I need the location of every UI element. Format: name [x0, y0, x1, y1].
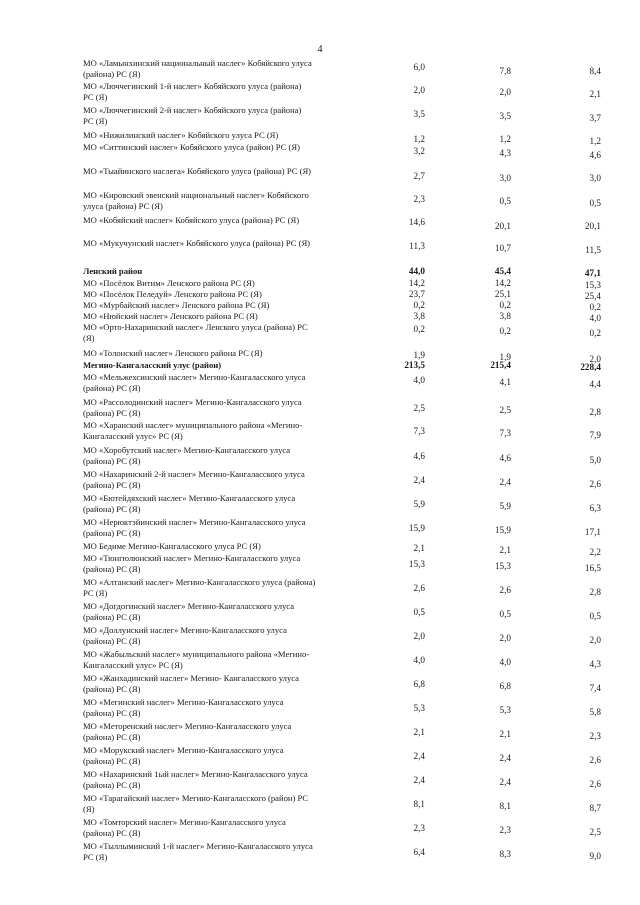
row-value-col-1: 6,4	[413, 847, 425, 857]
row-value-col-2: 8,3	[499, 849, 511, 859]
row-value-col-2: 0,5	[499, 609, 511, 619]
row-name-cell: МО «Алтанский наслег» Мегино-Кангаласского улуса (района) РС (Я)	[83, 577, 316, 598]
row-name-cell: МО «Харанский наслег» муниципального района «Мегино- Кангаласский улус» РС (Я)	[83, 420, 303, 441]
row-value-col-1: 1,9	[413, 350, 425, 360]
row-value-col-1: 5,9	[413, 499, 425, 509]
row-value-col-2: 4,0	[499, 657, 511, 667]
row-value-col-2: 10,7	[494, 243, 511, 253]
row-value-col-1: 15,9	[408, 523, 425, 533]
row-value-col-3: 11,5	[585, 245, 601, 255]
row-value-col-1: 2,4	[413, 775, 425, 785]
row-value-col-3: 5,0	[589, 455, 601, 465]
row-name-cell: МО «Тарагайский наслег» Мегино-Кангаласского (район) РС (Я)	[83, 793, 309, 814]
row-value-col-2: 2,1	[499, 729, 511, 739]
row-value-col-2: 2,0	[499, 87, 511, 97]
row-name-cell: МО «Мегинский наслег» Мегино-Кангаласского улуса (района) РС (Я)	[83, 697, 284, 718]
row-value-col-1: 2,1	[413, 543, 425, 553]
row-value-col-3: 0,2	[589, 328, 601, 338]
row-name-cell: МО «Бютейдяхский наслег» Мегино-Кангаласского улуса (района) РС (Я)	[83, 493, 296, 514]
row-value-col-3: 2,6	[589, 479, 601, 489]
row-name-cell: МО Бедиме Мегино-Кангаласского улуса РС (Я)	[83, 541, 261, 551]
row-name-cell: МО «Морукский наслег» Мегино-Кангаласского улуса (района) РС (Я)	[83, 745, 284, 766]
row-value-col-2: 215,4	[490, 360, 511, 370]
row-value-col-2: 0,5	[499, 196, 511, 206]
row-value-col-3: 2,1	[589, 89, 601, 99]
row-value-col-1: 2,4	[413, 475, 425, 485]
row-value-col-1: 0,5	[413, 607, 425, 617]
row-name-cell: МО «Нижилинский наслег» Кобяйского улуса РС (Я)	[83, 130, 279, 140]
row-value-col-1: 2,0	[413, 85, 425, 95]
row-name-cell: МО «Нахаринский 1ый наслег» Мегино-Кангаласского улуса (района) РС (Я)	[83, 769, 308, 790]
row-name-cell: МО «Ламынхинский национальный наслег» Кобяйского улуса (района) РС (Я)	[83, 58, 312, 79]
row-value-col-1: 1,2	[413, 134, 425, 144]
row-value-col-2: 4,3	[499, 148, 511, 158]
row-value-col-3: 47,1	[584, 268, 601, 278]
row-value-col-1: 5,3	[413, 703, 425, 713]
row-value-col-3: 2,2	[589, 547, 601, 557]
row-value-col-3: 4,4	[589, 379, 601, 389]
row-value-col-3: 2,8	[589, 587, 601, 597]
row-name-cell: МО «Посёлок Витим» Ленского района РС (Я)	[83, 278, 255, 288]
row-value-col-3: 5,8	[589, 707, 601, 717]
row-value-col-2: 2,4	[499, 753, 511, 763]
row-name-cell: МО «Рассолодинский наслег» Мегино-Кангаласского улуса (района) РС (Я)	[83, 397, 302, 418]
row-value-col-2: 2,4	[499, 777, 511, 787]
row-name-cell: МО «Посёлок Пеледуй» Ленского района РС (Я)	[83, 289, 262, 299]
row-value-col-1: 2,3	[413, 194, 425, 204]
row-name-cell: МО «Мельжехсинский наслег» Мегино-Кангаласского улуса (района) РС (Я)	[83, 372, 306, 393]
row-value-col-3: 4,3	[589, 659, 601, 669]
row-value-col-3: 16,5	[584, 563, 601, 573]
row-value-col-1: 4,6	[413, 451, 425, 461]
row-value-col-3: 3,7	[589, 113, 601, 123]
row-name-cell: МО «Люччегинский 1-й наслег» Кобяйского улуса (района) РС (Я)	[83, 81, 302, 102]
row-value-col-3: 15,3	[584, 280, 601, 290]
row-value-col-3: 9,0	[589, 851, 601, 861]
row-value-col-2: 1,9	[499, 352, 511, 362]
row-value-col-2: 2,4	[499, 477, 511, 487]
row-value-col-3: 0,5	[589, 198, 601, 208]
row-value-col-2: 5,9	[499, 501, 511, 511]
row-value-col-1: 2,4	[413, 751, 425, 761]
row-name-cell: МО «Кобяйский наслег» Кобяйского улуса (района) РС (Я)	[83, 215, 300, 225]
row-value-col-1: 2,0	[413, 631, 425, 641]
row-value-col-2: 4,6	[499, 453, 511, 463]
page-number: 4	[317, 44, 323, 55]
row-value-col-3: 8,4	[589, 66, 601, 76]
row-name-cell: Мегино-Кангаласский улус (район)	[83, 360, 222, 370]
row-value-col-1: 7,3	[413, 426, 425, 436]
row-value-col-2: 3,5	[499, 111, 511, 121]
row-name-cell: МО «Орто-Нахаринский наслег» Ленского улуса (района) РС (Я)	[83, 322, 308, 343]
row-value-col-3: 2,0	[589, 635, 601, 645]
row-value-col-3: 8,7	[589, 803, 601, 813]
row-value-col-3: 2,6	[589, 779, 601, 789]
row-value-col-1: 2,6	[413, 583, 425, 593]
row-value-col-1: 2,3	[413, 823, 425, 833]
row-value-col-2: 2,5	[499, 405, 511, 415]
row-value-col-2: 14,2	[494, 278, 511, 288]
row-value-col-3: 20,1	[584, 221, 601, 231]
row-value-col-2: 2,1	[499, 545, 511, 555]
row-name-cell: МО «Жанхадинский наслег» Мегино- Кангаласского улуса (района) РС (Я)	[83, 673, 299, 694]
row-name-cell: МО «Тыайинского наслега» Кобяйского улуса (района) РС (Я)	[83, 166, 312, 176]
row-value-col-1: 15,3	[408, 559, 425, 569]
row-value-col-1: 2,1	[413, 727, 425, 737]
row-value-col-1: 6,8	[413, 679, 425, 689]
row-value-col-1: 3,8	[413, 311, 425, 321]
row-value-col-2: 25,1	[494, 289, 511, 299]
row-name-cell: МО «Мурбайский наслег» Ленского района РС (Я)	[83, 300, 270, 310]
row-value-col-1: 4,0	[413, 655, 425, 665]
row-value-col-1: 6,0	[413, 62, 425, 72]
row-value-col-1: 44,0	[408, 266, 425, 276]
row-name-cell: МО «Тыллыминский 1-й наслег» Мегино-Кангаласского улуса РС (Я)	[83, 841, 313, 862]
row-value-col-3: 25,4	[584, 291, 601, 301]
row-value-col-2: 15,9	[494, 525, 511, 535]
row-name-cell: МО «Меторенский наслег» Мегино-Кангаласского улуса (района) РС (Я)	[83, 721, 292, 742]
row-value-col-3: 0,2	[589, 302, 601, 312]
row-name-cell: МО «Мукучунский наслег» Кобяйского улуса (района) РС (Я)	[83, 238, 311, 248]
row-value-col-2: 0,2	[499, 326, 511, 336]
row-value-col-3: 2,3	[589, 731, 601, 741]
row-value-col-2: 6,8	[499, 681, 511, 691]
row-value-col-3: 4,0	[589, 313, 601, 323]
row-value-col-1: 14,6	[408, 217, 425, 227]
row-name-cell: МО «Томторский наслег» Мегино-Кангаласского улуса (района) РС (Я)	[83, 817, 286, 838]
row-value-col-1: 14,2	[408, 278, 425, 288]
row-value-col-2: 5,3	[499, 705, 511, 715]
row-value-col-2: 1,2	[499, 134, 511, 144]
row-value-col-3: 7,4	[589, 683, 601, 693]
row-value-col-3: 7,9	[589, 430, 601, 440]
row-value-col-1: 3,2	[413, 146, 425, 156]
row-value-col-3: 2,0	[589, 354, 601, 364]
row-name-cell: МО «Нюйский наслег» Ленского района РС (Я)	[83, 311, 258, 321]
row-value-col-3: 1,2	[589, 136, 601, 146]
row-value-col-2: 4,1	[499, 377, 511, 387]
row-name-cell: МО «Догдогинский наслег» Мегино-Кангаласского улуса (района) РС (Я)	[83, 601, 295, 622]
row-value-col-2: 45,4	[494, 266, 511, 276]
row-value-col-2: 3,0	[499, 173, 511, 183]
row-value-col-1: 8,1	[413, 799, 425, 809]
row-name-cell: МО «Жабыльский наслег» муниципального района «Мегино- Кангаласский улус» РС (Я)	[83, 649, 310, 670]
row-value-col-1: 23,7	[408, 289, 425, 299]
row-name-cell: МО «Ситтинский наслег» Кобяйского улуса (район) РС (Я)	[83, 142, 300, 152]
row-name-cell: МО «Хоробутский наслег» Мегино-Кангаласского улуса (района) РС (Я)	[83, 445, 291, 466]
row-value-col-3: 17,1	[584, 527, 601, 537]
row-value-col-1: 213,5	[404, 360, 425, 370]
row-value-col-1: 11,3	[409, 241, 425, 251]
row-value-col-2: 0,2	[499, 300, 511, 310]
row-value-col-1: 0,2	[413, 324, 425, 334]
row-value-col-2: 3,8	[499, 311, 511, 321]
row-value-col-1: 2,7	[413, 171, 425, 181]
row-value-col-2: 20,1	[494, 221, 511, 231]
row-name-cell: МО «Нерюктэйинский наслег» Мегино-Кангаласского улуса (района) РС (Я)	[83, 517, 306, 538]
row-value-col-2: 2,0	[499, 633, 511, 643]
row-value-col-1: 4,0	[413, 375, 425, 385]
row-value-col-3: 2,8	[589, 407, 601, 417]
row-name-cell: МО «Толонский наслег» Ленского района РС (Я)	[83, 348, 263, 358]
row-value-col-2: 8,1	[499, 801, 511, 811]
row-value-col-3: 2,6	[589, 755, 601, 765]
row-value-col-3: 3,0	[589, 173, 601, 183]
row-value-col-2: 2,3	[499, 825, 511, 835]
row-name-cell: МО «Люччегинский 2-й наслег» Кобяйского улуса (района) РС (Я)	[83, 105, 302, 126]
row-value-col-3: 6,3	[589, 503, 601, 513]
row-value-col-1: 3,5	[413, 109, 425, 119]
row-value-col-3: 228,4	[580, 362, 601, 372]
row-name-cell: Ленский район	[83, 266, 143, 276]
row-name-cell: МО «Нахаринский 2-й наслег» Мегино-Кангаласского улуса (района) РС (Я)	[83, 469, 305, 490]
row-value-col-2: 7,3	[499, 428, 511, 438]
row-value-col-2: 2,6	[499, 585, 511, 595]
row-value-col-3: 2,5	[589, 827, 601, 837]
row-value-col-2: 15,3	[494, 561, 511, 571]
row-value-col-1: 0,2	[413, 300, 425, 310]
row-value-col-1: 2,5	[413, 403, 425, 413]
row-value-col-2: 7,8	[499, 66, 511, 76]
row-value-col-3: 0,5	[589, 611, 601, 621]
row-value-col-3: 4,6	[589, 150, 601, 160]
row-name-cell: МО «Тюнгюлюнский наслег» Мегино-Кангаласского улуса (района) РС (Я)	[83, 553, 301, 574]
row-name-cell: МО «Доллунский наслег» Мегино-Кангаласского улуса (района) РС (Я)	[83, 625, 287, 646]
row-name-cell: МО «Кировский эвенский национальный наслег» Кобяйского улуса (района) РС (Я)	[83, 190, 309, 211]
